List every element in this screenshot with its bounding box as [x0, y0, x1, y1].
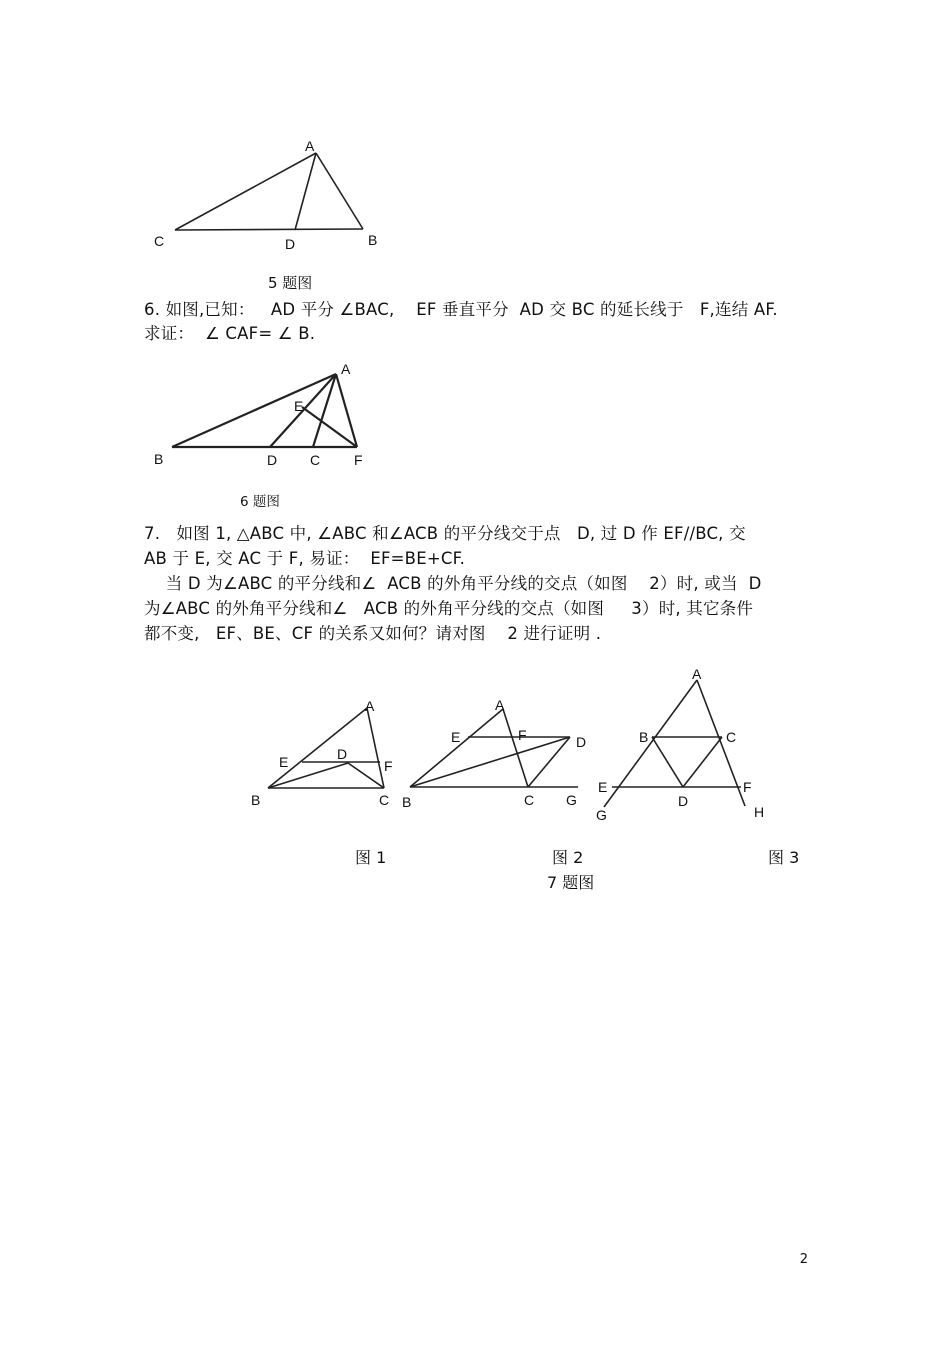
problem6-line2: 求证： ∠ CAF= ∠ B. [144, 324, 316, 343]
problem7-line1: 7. 如图 1, △ABC 中, ∠ABC 和∠ACB 的平分线交于点 D, 过 D 作 EF//BC, 交 [144, 524, 746, 543]
fig7-2-caption: 图 2 [552, 848, 584, 867]
fig6-caption: 6 题图 [240, 494, 280, 510]
fig7-1-label-d: D [337, 746, 348, 762]
fig7-1-label-e: E [279, 754, 289, 770]
fig7-1-label-b: B [251, 792, 261, 808]
problem6-line1: 6. 如图,已知： AD 平分 ∠BAC, EF 垂直平分 AD 交 BC 的延长线于 F,连结 AF. [144, 300, 778, 319]
page-number: 2 [799, 1252, 808, 1267]
fig7-2-label-c: C [524, 792, 535, 808]
fig6-label-f: F [354, 452, 363, 468]
fig7-3-label-f: F [743, 779, 752, 795]
fig7-2-label-e: E [451, 729, 461, 745]
fig7-3-label-e: E [598, 779, 608, 795]
fig7-3-label-b: B [639, 729, 649, 745]
fig7-2-label-a: A [495, 697, 505, 713]
figure-6 [0, 340, 950, 480]
fig7-1-label-c: C [379, 792, 390, 808]
fig7-3-label-a: A [692, 666, 702, 682]
fig7-2-label-g: G [566, 792, 577, 808]
fig7-3-label-g: G [596, 807, 607, 823]
fig7-caption: 7 题图 [547, 873, 595, 892]
figure-5 [0, 0, 950, 300]
problem7-line5: 都不变, EF、BE、CF 的关系又如何？请对图 2 进行证明 . [144, 624, 602, 643]
figure-7-1 [0, 650, 950, 823]
fig5-label-b: B [368, 232, 378, 248]
fig5-caption: 5 题图 [268, 274, 313, 292]
fig6-label-a: A [341, 361, 351, 377]
problem7-line2: AB 于 E, 交 AC 于 F, 易证： EF=BE+CF. [144, 549, 466, 568]
problem7-line3: 当 D 为∠ABC 的平分线和∠ ACB 的外角平分线的交点（如图 2）时, 或当 D [144, 574, 762, 593]
fig7-3-label-c: C [726, 729, 737, 745]
fig6-label-c: C [310, 452, 321, 468]
fig7-3-label-h: H [754, 804, 765, 820]
fig5-label-a: A [305, 138, 315, 154]
fig6-label-b: B [154, 451, 164, 467]
fig5-label-d: D [285, 236, 296, 252]
fig7-1-label-a: A [365, 698, 375, 714]
fig7-1-caption: 图 1 [355, 848, 387, 867]
fig7-3-caption: 图 3 [768, 848, 800, 867]
fig7-2-label-f: F [518, 727, 527, 743]
problem7-line4: 为∠ABC 的外角平分线和∠ ACB 的外角平分线的交点（如图 3）时, 其它条件 [144, 599, 754, 618]
fig6-label-d: D [267, 452, 278, 468]
fig7-1-label-f: F [384, 758, 393, 774]
fig5-label-c: C [154, 233, 165, 249]
fig7-2-label-d: D [576, 734, 587, 750]
fig7-2-label-b: B [402, 794, 412, 810]
fig7-3-label-d: D [678, 793, 689, 809]
fig6-label-e: E [294, 398, 304, 414]
